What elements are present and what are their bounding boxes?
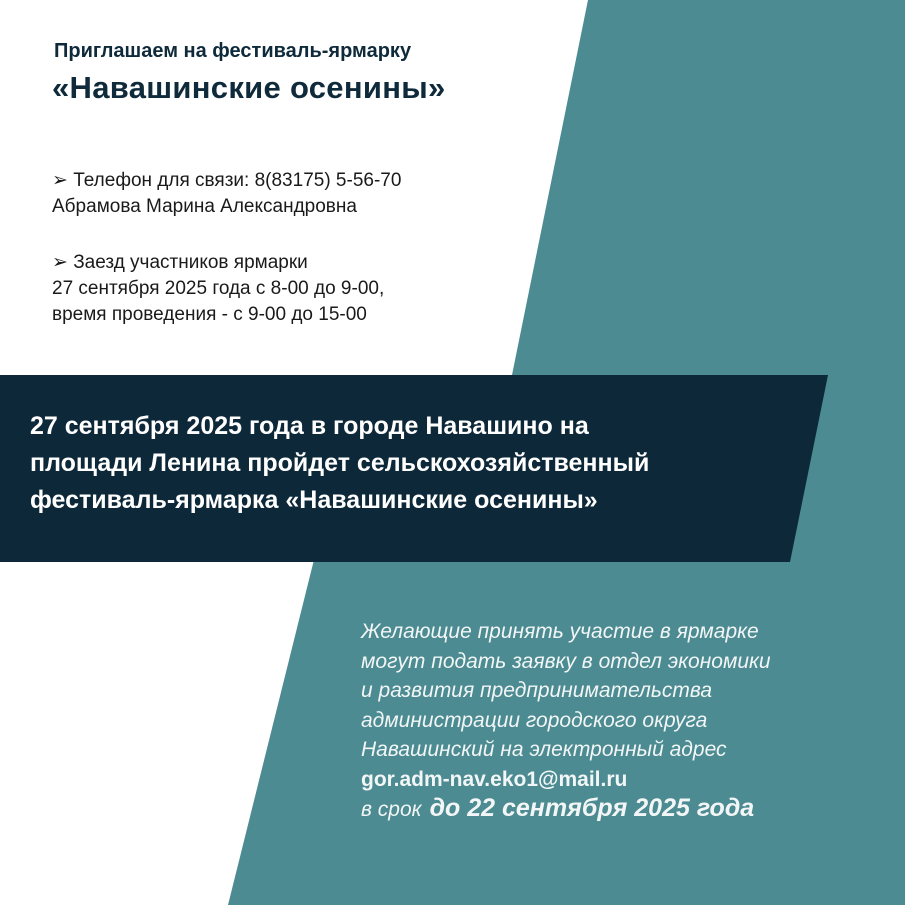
arrow-bullet-icon: ➢ bbox=[52, 170, 68, 191]
contact-person: Абрамова Марина Александровна bbox=[52, 196, 357, 217]
phone-line: Телефон для связи: 8(83175) 5-56-70 bbox=[73, 170, 402, 191]
application-line: Желающие принять участие в ярмарке bbox=[361, 620, 759, 643]
announcement-line: фестиваль-ярмарка «Навашинские осенины» bbox=[30, 486, 598, 514]
deadline-date: до 22 сентября 2025 года bbox=[429, 794, 755, 822]
announcement-line: площади Ленина пройдет сельскохозяйственный bbox=[30, 449, 650, 477]
event-time: время проведения - с 9-00 до 15-00 bbox=[52, 304, 367, 325]
application-line: могут подать заявку в отдел экономики bbox=[361, 649, 771, 673]
arrow-bullet-icon: ➢ bbox=[52, 252, 68, 273]
email-address: gor.adm-nav.eko1@mail.ru bbox=[361, 767, 628, 791]
festival-title: «Навашинские осенины» bbox=[52, 70, 446, 105]
announcement-text bbox=[30, 408, 649, 519]
teal-shape-upper bbox=[512, 0, 905, 375]
contact-block bbox=[52, 168, 401, 220]
application-line: и развития предпринимательства bbox=[361, 679, 713, 702]
application-line: Навашинский на электронный адрес bbox=[361, 738, 727, 761]
application-line: администрации городского округа bbox=[361, 708, 708, 732]
deadline-prefix: в срок bbox=[361, 798, 422, 821]
application-info bbox=[361, 617, 771, 825]
arrival-time: 27 сентября 2025 года с 8-00 до 9-00, bbox=[52, 278, 385, 299]
invitation-heading: Приглашаем на фестиваль-ярмарку bbox=[54, 40, 412, 62]
arrival-block bbox=[52, 250, 384, 328]
arrival-title: Заезд участников ярмарки bbox=[73, 252, 308, 273]
announcement-line: 27 сентября 2025 года в городе Навашино на bbox=[30, 412, 589, 440]
